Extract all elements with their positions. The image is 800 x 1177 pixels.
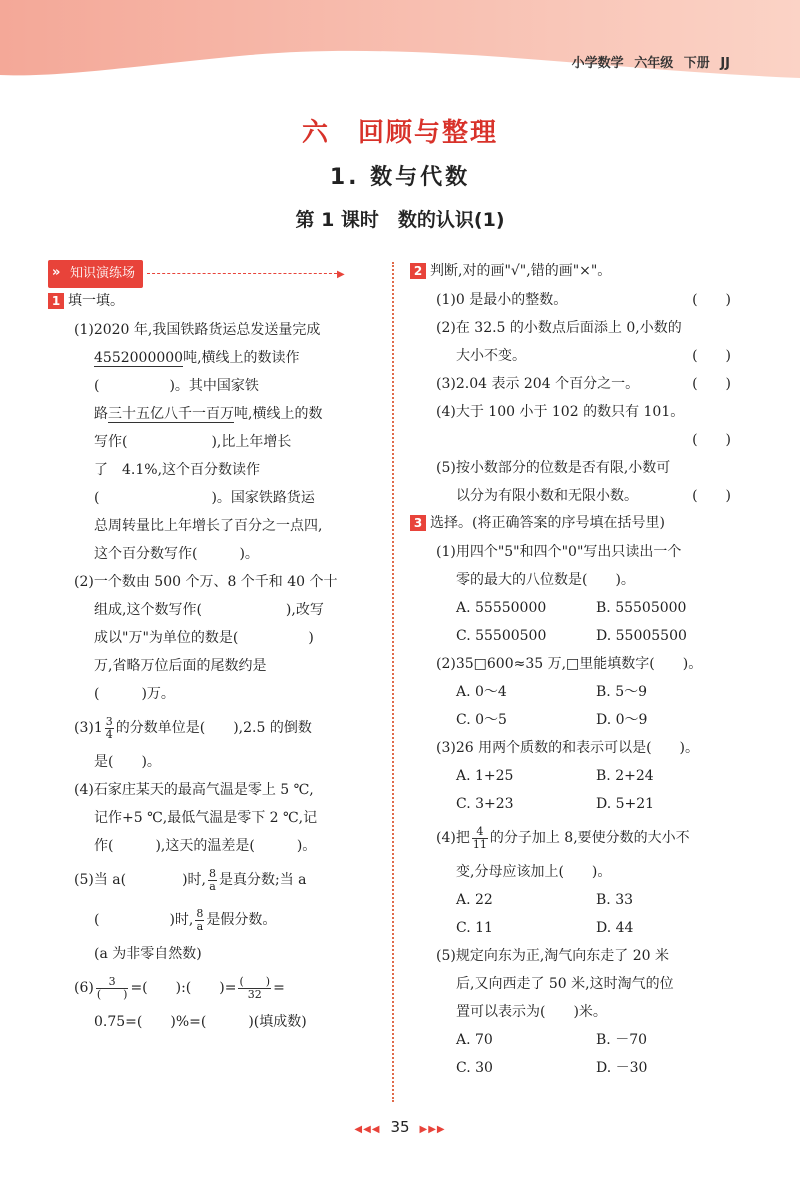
question-number: 1 xyxy=(48,293,64,309)
fraction xyxy=(195,908,204,933)
choice-option: C. 30 xyxy=(456,1060,493,1076)
choice-options xyxy=(410,762,755,790)
fraction-denominator: ( ) xyxy=(96,987,128,1001)
q1-p5-text: ( )时, xyxy=(94,912,194,928)
q1-p4-line: (4)石家庄某天的最高气温是零上 5 ℃, xyxy=(74,782,314,798)
section-tag-row xyxy=(48,260,378,288)
judge-item xyxy=(410,286,755,314)
choice-stem: (5)规定向东为正,淘气向东走了 20 米 xyxy=(436,948,669,964)
header-subject: 小学数学 xyxy=(571,56,624,71)
judge-item xyxy=(410,482,755,510)
answer-blank[interactable]: ( ) xyxy=(692,376,731,392)
section-tag xyxy=(48,260,143,288)
fraction-numerator: 3 xyxy=(96,976,129,989)
unit-title: 六 回顾与整理 xyxy=(301,118,498,148)
column-divider xyxy=(392,262,394,1102)
fraction-denominator: a xyxy=(196,919,204,933)
q1-p3-text: 的分数单位是( ),2.5 的倒数 xyxy=(115,720,312,736)
q1-p1-line xyxy=(48,400,378,428)
q1-p1-text: 吨,横线上的数 xyxy=(234,406,323,422)
q1-p3-line: 是( )。 xyxy=(94,754,161,770)
q1-p1-text: 吨,横线上的数读作 xyxy=(183,350,300,366)
underlined-words: 三十五亿八千一百万 xyxy=(108,406,234,422)
choice-option: C. 11 xyxy=(456,920,493,936)
right-column xyxy=(410,258,755,1082)
judge-text: (1)0 是最小的整数。 xyxy=(436,292,568,308)
fraction-denominator: 32 xyxy=(247,987,262,1001)
judge-text: 大小不变。 xyxy=(456,348,526,364)
choice-option: D. 0～9 xyxy=(596,712,648,728)
lesson-title: 第 1 课时 数的认识(1) xyxy=(295,209,505,231)
q1-p2-line: (2)一个数由 500 个万、8 个千和 40 个十 xyxy=(74,574,338,590)
fraction-numerator: 4 xyxy=(472,826,488,839)
choice-stem: 变,分母应该加上( )。 xyxy=(456,864,612,880)
q1-p5-note: (a 为非零自然数) xyxy=(94,946,202,962)
choice-stem-text: (4)把 xyxy=(436,830,470,846)
fraction-denominator: 4 xyxy=(105,727,113,741)
header-volume: 下册 xyxy=(683,56,710,71)
q1-p3-line xyxy=(48,708,378,748)
choice-options xyxy=(410,1054,755,1082)
q1-p5-line xyxy=(48,860,378,900)
arrow-right-icon: ▶ xyxy=(337,269,345,280)
choice-option: D. 5+21 xyxy=(596,796,655,812)
choice-option: D. 44 xyxy=(596,920,634,936)
judge-item: (5)按小数部分的位数是否有限,小数可 xyxy=(436,460,671,476)
judge-item xyxy=(410,342,755,370)
question-title: 填一填。 xyxy=(68,293,124,309)
fraction-numerator: 8 xyxy=(209,866,217,880)
choice-stem xyxy=(410,818,755,858)
answer-blank[interactable]: ( ) xyxy=(692,432,731,448)
q1-p1-line xyxy=(48,344,378,372)
question-number: 3 xyxy=(410,515,426,531)
question-3-header xyxy=(410,510,755,538)
choice-option: A. 70 xyxy=(456,1032,493,1048)
q1-p6-text: (6) xyxy=(74,980,94,996)
choice-options xyxy=(410,886,755,914)
choice-options xyxy=(410,1026,755,1054)
q1-p2-line: 成以"万"为单位的数是( ) xyxy=(94,630,314,646)
left-column xyxy=(48,260,378,1036)
q1-p1-line: 写作( ),比上年增长 xyxy=(94,434,292,450)
choice-option: C. 55500500 xyxy=(456,628,547,644)
q1-p1-text: 路 xyxy=(94,406,108,422)
question-number: 2 xyxy=(410,263,426,279)
choice-options xyxy=(410,790,755,818)
question-1-header xyxy=(48,288,378,316)
q1-p5-text: (5)当 a( )时, xyxy=(74,872,207,888)
fraction xyxy=(96,976,129,1001)
choice-options xyxy=(410,706,755,734)
choice-stem: 置可以表示为( )米。 xyxy=(456,1004,607,1020)
q1-p1-line: 了 4.1%,这个百分数读作 xyxy=(94,462,261,478)
header-edition: JJ xyxy=(720,56,730,71)
header-banner xyxy=(0,0,800,90)
fraction-numerator: ( ) xyxy=(239,974,271,988)
q1-p6-text: = xyxy=(273,980,285,996)
page-footer xyxy=(0,1118,800,1136)
question-title: 判断,对的画"√",错的画"×"。 xyxy=(430,263,612,279)
q1-p2-line: 组成,这个数写作( ),改写 xyxy=(94,602,324,618)
choice-options xyxy=(410,678,755,706)
choice-option: C. 3+23 xyxy=(456,796,514,812)
header-info xyxy=(572,52,730,71)
q1-p1-line: 总周转量比上年增长了百分之一点四, xyxy=(94,518,323,534)
q1-p1-line: (1)2020 年,我国铁路货运总发送量完成 xyxy=(74,322,321,338)
fraction-denominator: 11 xyxy=(472,837,487,851)
answer-blank[interactable]: ( ) xyxy=(692,488,731,504)
choice-options xyxy=(410,914,755,942)
q1-p5-line xyxy=(48,900,378,940)
choice-stem: 后,又向西走了 50 米,这时淘气的位 xyxy=(456,976,674,992)
double-arrow-icon: » xyxy=(52,265,61,280)
judge-item: (2)在 32.5 的小数点后面添上 0,小数的 xyxy=(436,320,682,336)
choice-option: A. 0～4 xyxy=(456,684,507,700)
choice-option: B. 2+24 xyxy=(596,768,654,784)
judge-text: (3)2.04 表示 204 个百分之一。 xyxy=(436,376,640,392)
q1-p5-text: 是真分数;当 a xyxy=(219,872,307,888)
fraction xyxy=(472,826,488,851)
question-title: 选择。(将正确答案的序号填在括号里) xyxy=(430,515,665,531)
q1-p4-line: 作( ),这天的温差是( )。 xyxy=(94,838,317,854)
choice-stem-text: 的分子加上 8,要使分数的大小不 xyxy=(489,830,690,846)
answer-blank[interactable]: ( ) xyxy=(692,292,731,308)
judge-item xyxy=(410,426,755,454)
fraction-numerator: 3 xyxy=(105,714,113,728)
q1-p6-line: 0.75=( )%=( )(填成数) xyxy=(94,1014,307,1030)
choice-options xyxy=(410,622,755,650)
section-tag-label: 知识演练场 xyxy=(70,266,136,281)
section-title: 1. 数与代数 xyxy=(329,165,471,190)
choice-stem: (2)35□600≈35 万,□里能填数字( )。 xyxy=(436,656,703,672)
choice-option: B. 55505000 xyxy=(596,600,687,616)
fraction xyxy=(208,868,217,893)
fraction xyxy=(238,976,271,1001)
choice-option: B. －70 xyxy=(596,1032,648,1048)
right-arrows-icon: ▶▶▶ xyxy=(419,1124,446,1135)
choice-stem: (1)用四个"5"和四个"0"写出只读出一个 xyxy=(436,544,682,560)
left-arrows-icon: ◀◀◀ xyxy=(354,1124,381,1135)
choice-options xyxy=(410,594,755,622)
choice-option: D. 55005500 xyxy=(596,628,687,644)
fraction-denominator: a xyxy=(209,879,216,893)
underlined-number: 4552000000 xyxy=(94,350,184,366)
judge-item xyxy=(410,370,755,398)
question-2-header xyxy=(410,258,755,286)
q1-p4-line: 记作+5 ℃,最低气温是零下 2 ℃,记 xyxy=(94,810,318,826)
q1-p1-line: ( )。其中国家铁 xyxy=(94,378,259,394)
choice-option: B. 33 xyxy=(596,892,634,908)
choice-option: A. 22 xyxy=(456,892,493,908)
choice-option: D. －30 xyxy=(596,1060,648,1076)
header-grade: 六年级 xyxy=(634,56,674,71)
dashed-rule xyxy=(147,273,337,274)
judge-text: 以分为有限小数和无限小数。 xyxy=(456,488,638,504)
choice-option: C. 0～5 xyxy=(456,712,507,728)
q1-p2-line: 万,省略万位后面的尾数约是 xyxy=(94,658,267,674)
q1-p1-line: ( )。国家铁路货运 xyxy=(94,490,315,506)
choice-stem: (3)26 用两个质数的和表示可以是( )。 xyxy=(436,740,700,756)
fraction-numerator: 8 xyxy=(196,906,204,920)
q1-p3-text: (3)1 xyxy=(74,720,103,736)
q1-p6-text: =( ):( )= xyxy=(130,980,237,996)
fraction xyxy=(105,716,114,741)
choice-option: A. 1+25 xyxy=(456,768,514,784)
choice-stem: 零的最大的八位数是( )。 xyxy=(456,572,635,588)
q1-p6-line xyxy=(48,968,378,1008)
q1-p2-line: ( )万。 xyxy=(94,686,175,702)
judge-item: (4)大于 100 小于 102 的数只有 101。 xyxy=(436,404,685,420)
choice-option: A. 55550000 xyxy=(456,600,547,616)
q1-p5-text: 是假分数。 xyxy=(206,912,277,928)
page-number: 35 xyxy=(390,1118,410,1136)
q1-p1-line: 这个百分数写作( )。 xyxy=(94,546,259,562)
answer-blank[interactable]: ( ) xyxy=(692,348,731,364)
choice-option: B. 5～9 xyxy=(596,684,648,700)
